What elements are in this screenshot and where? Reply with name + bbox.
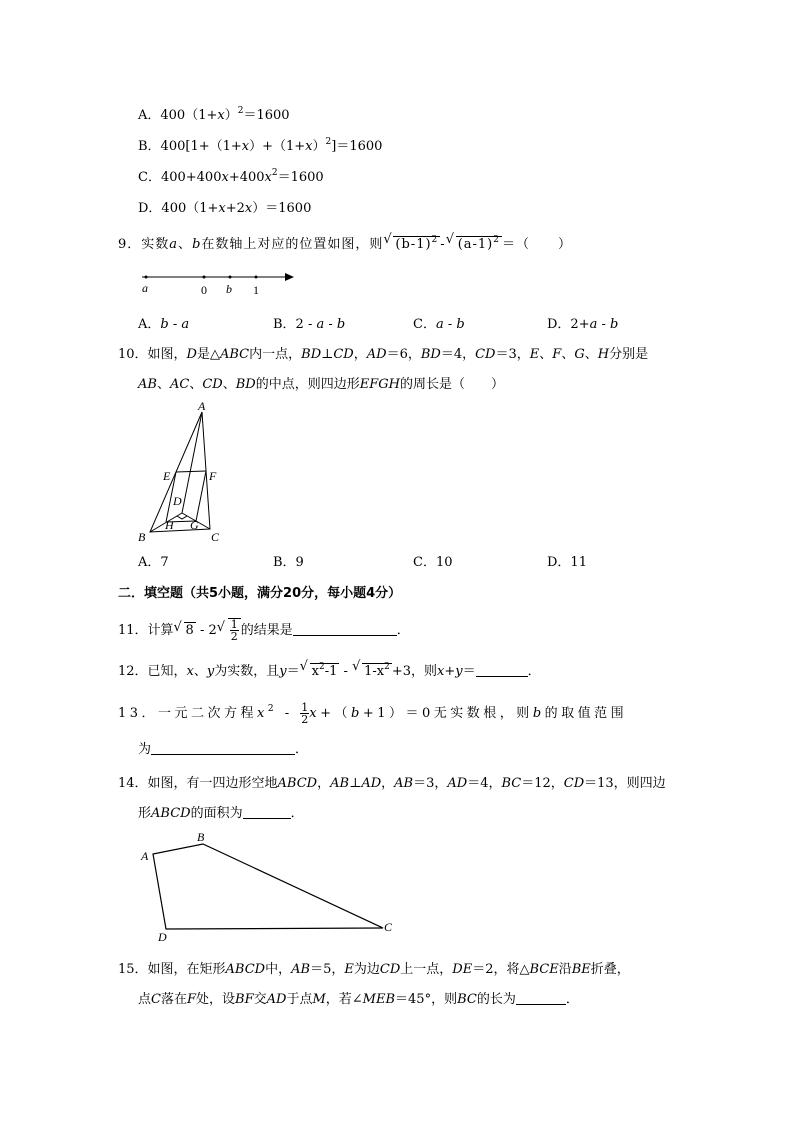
q10-triangle-figure: [132, 398, 232, 544]
svg-text:D: D: [173, 494, 182, 508]
q15-stem-line2: 点C落在F处，设BF交AD于点M，若∠MEB＝45°，则BC的长为 ．: [138, 992, 579, 1007]
q11-stem: 11．计算 √ 8 - 2 √ $\frac{1}{2}$ 的结果是 ．: [118, 618, 410, 643]
q9-option-b: B．2 - a - b: [273, 317, 346, 332]
q9-option-d: D．2+a - b: [547, 317, 619, 332]
q14-stem-line2: 形ABCD的面积为 ．: [138, 806, 304, 821]
svg-text:B: B: [138, 530, 146, 544]
q9-stem: 9．实数a、b在数轴上对应的位置如图，则 √ $(b-1)^2$ - √ $(a-1)^2$ ＝（ ）: [118, 232, 572, 252]
axis-label-a: a: [142, 281, 148, 295]
section-heading: 二．填空题（共5小题，满分20分，每小题4分）: [118, 586, 402, 601]
q10-stem-line2: AB、AC、CD、BD的中点，则四边形EFGH的周长是（ ）: [138, 377, 504, 392]
q9-radical-1: √ $(b-1)^2$: [383, 232, 439, 252]
svg-text:F: F: [209, 469, 217, 483]
q8-option-a: A．$400(1+x)^2=1600$: [138, 106, 290, 123]
q10-stem-line1: 10．如图，D是△ABC内一点，BD⊥CD，AD＝6，BD＝4，CD＝3，E、F、G、H分别是: [118, 347, 649, 362]
q13-answer-blank[interactable]: [151, 742, 295, 755]
q8-option-d: D．400（1+x+2x）＝1600: [138, 201, 312, 216]
q10-option-d: D．11: [547, 555, 587, 570]
q10-option-a: A．7: [138, 555, 169, 570]
svg-text:E: E: [163, 469, 171, 483]
svg-text:C: C: [384, 920, 393, 934]
q15-stem-line1: 15．如图，在矩形ABCD中，AB＝5，E为边CD上一点，DE＝2，将△BCE沿BE折叠，: [118, 962, 630, 977]
axis-label-1: 1: [253, 283, 259, 297]
axis-label-b: b: [226, 282, 232, 296]
q9-radical-2: √ $(a-1)^2$: [445, 232, 500, 252]
q12-answer-blank[interactable]: [476, 664, 528, 677]
q13-stem-line1: 13．一元二次方程$x^2$ - $\frac{1}{2}$ x+（b+1）＝0无实数根，则b的取值范围: [118, 701, 628, 726]
q8-option-b: B．$400[1+(1+x)+(1+x)^2]=1600$: [138, 137, 383, 154]
svg-text:A: A: [198, 399, 206, 413]
svg-text:C: C: [211, 530, 220, 544]
q14-answer-blank[interactable]: [243, 806, 291, 819]
svg-text:A: A: [141, 849, 149, 863]
svg-text:H: H: [165, 518, 174, 532]
q9-option-c: C．a - b: [413, 317, 465, 332]
q14-quadrilateral-figure: [136, 828, 398, 944]
svg-text:D: D: [158, 930, 167, 944]
q10-option-c: C．10: [413, 555, 453, 570]
q8-option-c: C．$400+400x+400x^2=1600$: [138, 168, 324, 185]
q10-option-b: B．9: [273, 555, 304, 570]
svg-text:G: G: [190, 518, 199, 532]
q14-stem-line1: 14．如图，有一四边形空地ABCD，AB⊥AD，AB＝3，AD＝4，BC＝12，CD＝13，则四边: [118, 776, 666, 791]
q15-answer-blank[interactable]: [516, 992, 566, 1005]
q11-answer-blank[interactable]: [293, 623, 397, 636]
q12-stem: 12．已知，x、y为实数，且y＝ √ $x^2-1$ - √ $1-x^2 +3$，则x+y＝ ．: [118, 659, 541, 679]
svg-text:B: B: [197, 830, 205, 844]
q13-stem-line2: 为 ．: [138, 742, 309, 757]
axis-label-0: 0: [201, 283, 207, 297]
q9-option-a: A．b - a: [138, 317, 190, 332]
q9-number-line-figure: [136, 266, 298, 298]
